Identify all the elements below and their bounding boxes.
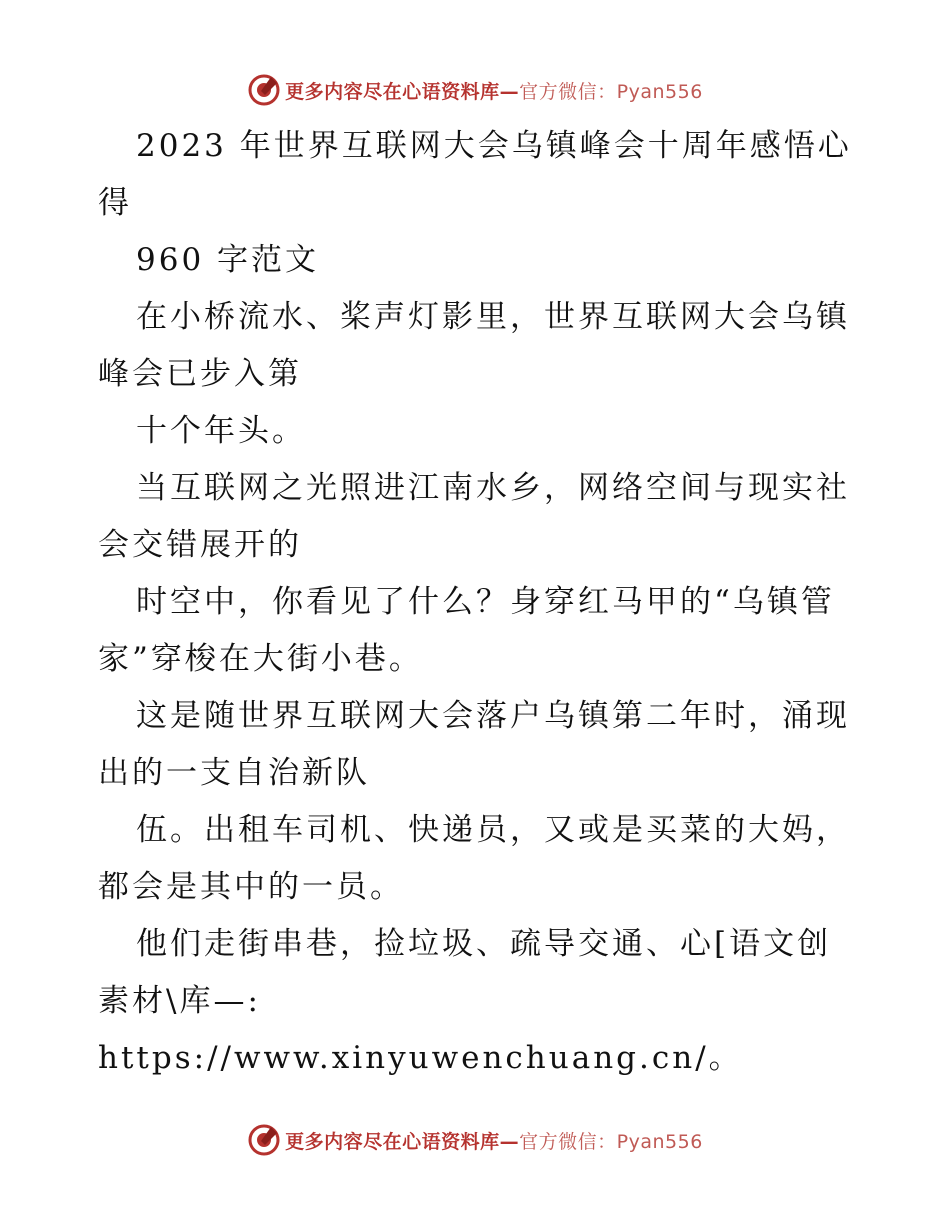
header-banner: [0, 70, 950, 110]
paragraph: 这是随世界互联网大会落户乌镇第二年时，涌现出的一支自治新队: [98, 698, 850, 791]
paragraph: 在小桥流水、桨声灯影里，世界互联网大会乌镇峰会已步入第: [98, 299, 850, 392]
banner-text: [285, 77, 703, 104]
paragraph: 他们走街串巷，捡垃圾、疏导交通、心[语文创素材\库—: https://www.xinyuwenchuang.cn/。: [98, 926, 832, 1076]
logo-icon: [247, 1123, 281, 1157]
paragraph: 十个年头。: [136, 413, 306, 449]
document-body: [98, 118, 858, 1087]
paragraph: 当互联网之光照进江南水乡，网络空间与现实社会交错展开的: [98, 470, 850, 563]
banner-wechat-text: 官方微信：Pyan556: [519, 80, 703, 103]
banner-site-text: 更多内容尽在心语资料库—: [285, 1130, 520, 1153]
banner-wechat-text: 官方微信：Pyan556: [519, 1130, 703, 1153]
doc-title-paragraph: 2023 年世界互联网大会乌镇峰会十周年感悟心得: [98, 128, 852, 221]
paragraph: 960 字范文: [136, 242, 320, 278]
banner-text: [285, 1127, 703, 1154]
footer-banner: [0, 1120, 950, 1160]
paragraph: 伍。出租车司机、快递员，又或是买菜的大妈，都会是其中的一员。: [98, 812, 850, 905]
logo-icon: [247, 73, 281, 107]
banner-site-text: 更多内容尽在心语资料库—: [285, 80, 520, 103]
paragraph: 时空中，你看见了什么？身穿红马甲的“乌镇管家”穿梭在大街小巷。: [98, 584, 835, 677]
